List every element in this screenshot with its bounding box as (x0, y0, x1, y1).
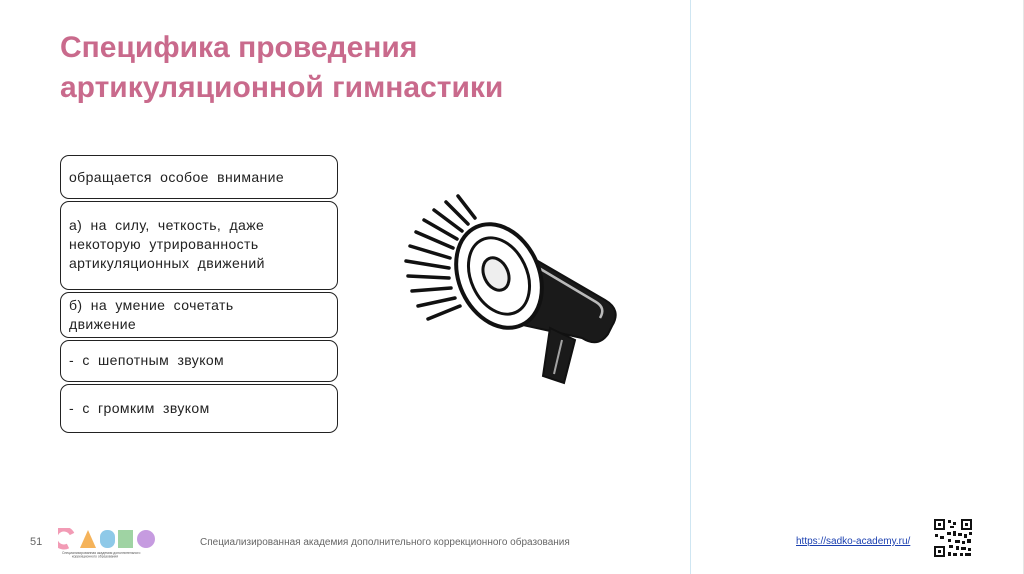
box-line: а) на силу, четкость, даже (69, 217, 265, 233)
box-line: некоторую утрированность (69, 236, 259, 252)
box-line: движение (69, 316, 137, 332)
text-box-strength (60, 201, 338, 290)
text-box-loud (60, 384, 338, 433)
page-number: 51 (30, 536, 43, 548)
slide-title (60, 28, 680, 108)
qr-code-icon (933, 518, 973, 558)
box-text: - с громким звуком (69, 400, 210, 416)
title-line-2: артикуляционной гимнастики (60, 71, 504, 104)
vertical-divider (690, 0, 691, 574)
svg-text:коррекционного образования: коррекционного образования (72, 554, 119, 558)
box-text: - с шепотным звуком (69, 352, 225, 368)
title-line-1: Специфика проведения (60, 31, 418, 64)
text-box-attention (60, 155, 338, 199)
megaphone-icon (400, 188, 625, 388)
footer-website-link[interactable]: https://sadko-academy.ru/ (796, 536, 911, 547)
box-line: артикуляционных движений (69, 255, 265, 271)
text-box-whisper (60, 340, 338, 382)
svg-text:Специализированная академия до: Специализированная академия дополнительного (62, 551, 141, 555)
footer-organization: Специализированная академия дополнительного коррекционного образования (200, 537, 570, 548)
box-text: обращается особое внимание (69, 169, 285, 185)
text-box-combine (60, 292, 338, 338)
sadko-logo (58, 528, 158, 558)
box-line: б) на умение сочетать (69, 297, 234, 313)
